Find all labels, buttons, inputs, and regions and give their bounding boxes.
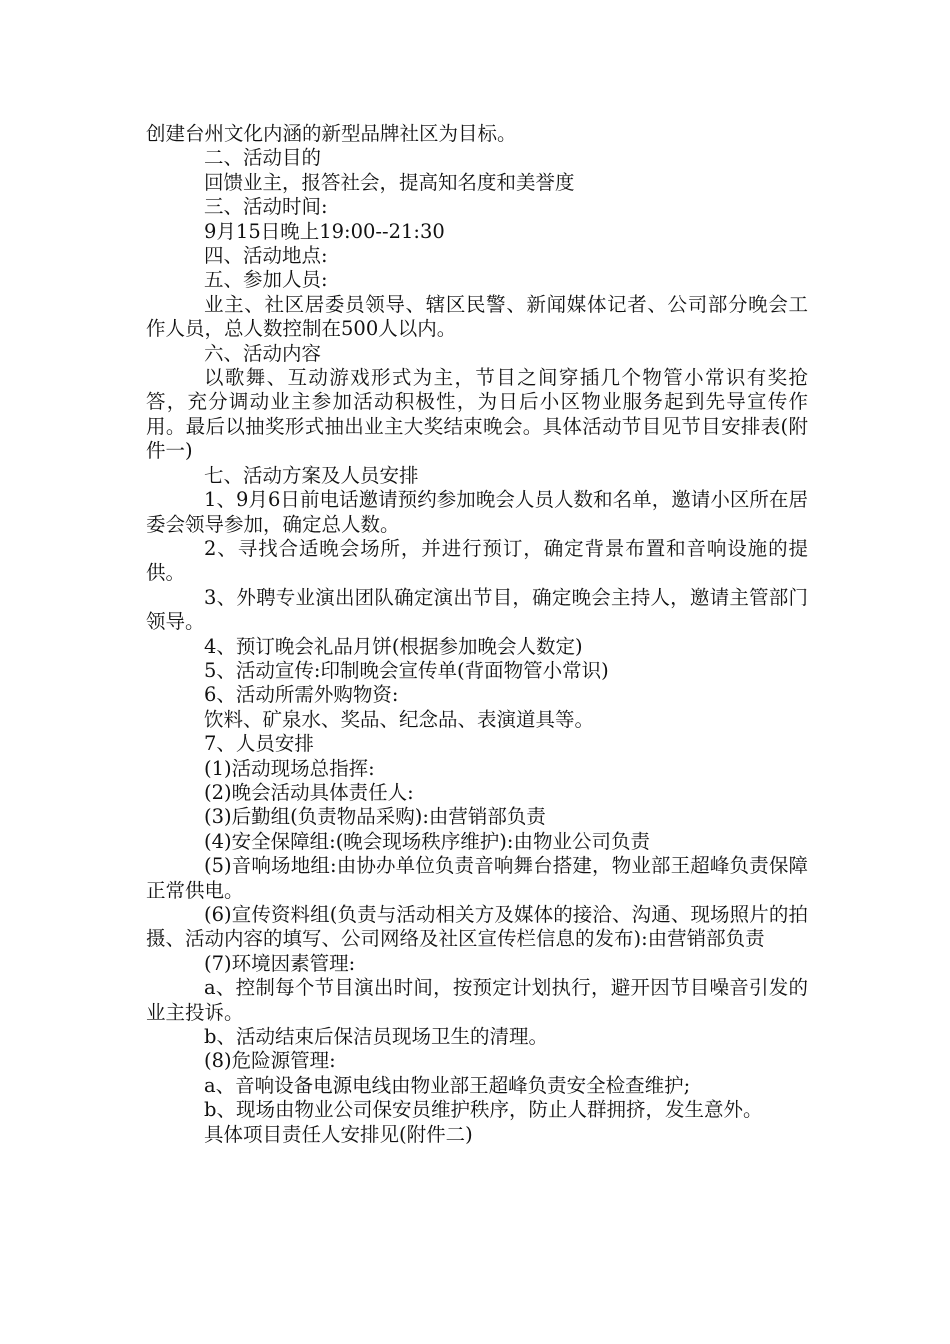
staff-item-4: (4)安全保障组:(晚会现场秩序维护):由物业公司负责 (204, 829, 650, 853)
plan-item-2: 2、寻找合适晚会场所，并进行预订，确定背景布置和音响设施的提供。 (146, 536, 808, 585)
plan-item-3: 3、外聘专业演出团队确定演出节目，确定晚会主持人，邀请主管部门领导。 (146, 585, 808, 634)
plan-item-4: 4、预订晚会礼品月饼(根据参加晚会人数定) (204, 634, 583, 658)
staff-item-3: (3)后勤组(负责物品采购):由营销部负责 (204, 805, 546, 829)
section-heading-plan: 七、活动方案及人员安排 (204, 463, 419, 487)
section-heading-content: 六、活动内容 (204, 341, 322, 365)
paragraph-participants: 业主、社区居委员领导、辖区民警、新闻媒体记者、公司部分晚会工作人员，总人数控制在500人以内。 (146, 292, 808, 341)
paragraph-time: 9月15日晚上19:00--21:30 (204, 219, 445, 243)
staff-item-5: (5)音响场地组:由协办单位负责音响舞台搭建，物业部王超峰负责保障正常供电。 (146, 854, 808, 902)
environment-item-a: a、控制每个节目演出时间，按预定计划执行，避开因节目噪音引发的业主投诉。 (146, 976, 808, 1024)
staff-item-8: (8)危险源管理: (204, 1049, 336, 1073)
staff-item-6: (6)宣传资料组(负责与活动相关方及媒体的接洽、沟通、现场照片的拍摄、活动内容的填写、公司网络及社区宣传栏信息的发布):由营销部负责 (146, 903, 808, 951)
hazard-item-b: b、现场由物业公司保安员维护秩序，防止人群拥挤，发生意外。 (204, 1098, 763, 1122)
section-heading-location: 四、活动地点: (204, 244, 328, 268)
paragraph-content: 以歌舞、互动游戏形式为主，节目之间穿插几个物管小常识有奖抢答，充分调动业主参加活动积极性，为日后小区物业服务起到先导宣传作用。最后以抽奖形式抽出业主大奖结束晚会。具体活动节目见节目安排表(附件一) (146, 366, 808, 463)
closing-line: 具体项目责任人安排见(附件二) (204, 1122, 473, 1146)
section-heading-time: 三、活动时间: (204, 195, 328, 219)
environment-item-b: b、活动结束后保洁员现场卫生的清理。 (204, 1025, 548, 1049)
staff-item-2: (2)晚会活动具体责任人: (204, 780, 414, 804)
plan-item-6: 6、活动所需外购物资: (204, 683, 399, 707)
hazard-item-a: a、音响设备电源电线由物业部王超峰负责安全检查维护; (204, 1073, 691, 1097)
plan-item-5: 5、活动宣传:印制晚会宣传单(背面物管小常识) (204, 658, 609, 682)
document-body (146, 122, 808, 1147)
staff-item-1: (1)活动现场总指挥: (204, 756, 375, 780)
section-heading-participants: 五、参加人员: (204, 268, 328, 292)
staff-item-7: (7)环境因素管理: (204, 951, 356, 975)
plan-item-6-detail: 饮料、矿泉水、奖品、纪念品、表演道具等。 (204, 707, 595, 731)
section-heading-purpose: 二、活动目的 (204, 146, 322, 170)
paragraph-intro-line: 创建台州文化内涵的新型品牌社区为目标。 (146, 122, 517, 145)
paragraph-purpose: 回馈业主，报答社会，提高知名度和美誉度 (204, 170, 575, 194)
plan-item-7: 7、人员安排 (204, 732, 314, 756)
plan-item-1: 1、9月6日前电话邀请预约参加晚会人员人数和名单，邀请小区所在居委会领导参加，确定总人数。 (146, 488, 808, 536)
